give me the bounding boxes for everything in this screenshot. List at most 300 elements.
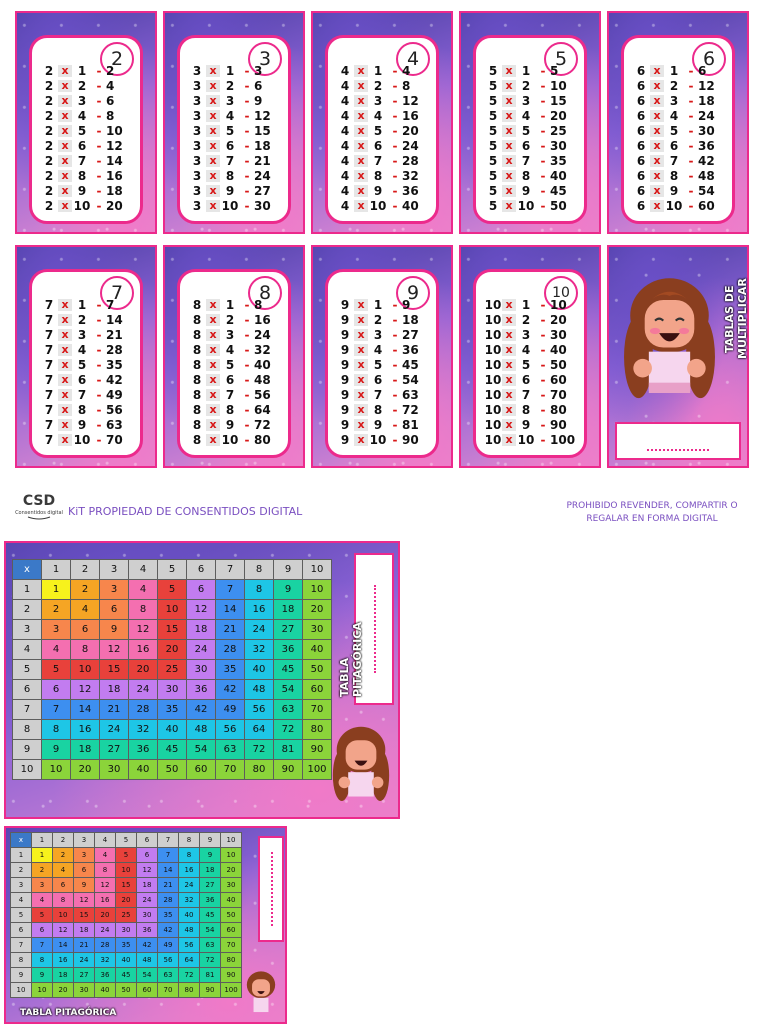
multiplier: 4 — [77, 108, 87, 123]
times-sign: x — [354, 95, 368, 107]
product-cell: 25 — [116, 908, 137, 923]
multiplier: 6 — [521, 139, 531, 154]
multiplicand: 8 — [192, 373, 202, 388]
times-rows — [478, 64, 582, 213]
product: 35 — [550, 154, 567, 169]
equals-dash: - — [244, 312, 250, 327]
times-row — [330, 94, 434, 107]
product-cell: 8 — [245, 580, 274, 600]
multiplier: 6 — [77, 373, 87, 388]
multiplicand: 5 — [488, 169, 498, 184]
times-row — [478, 170, 582, 183]
header-cell: 8 — [245, 560, 274, 580]
times-row — [34, 79, 138, 92]
multiplicand: 2 — [44, 184, 54, 199]
product-cell: 18 — [200, 863, 221, 878]
multiplier: 1 — [77, 63, 87, 78]
product-cell: 72 — [200, 953, 221, 968]
table-row — [11, 983, 242, 998]
product-cell: 28 — [129, 700, 158, 720]
product-cell: 63 — [274, 700, 303, 720]
product-cell: 21 — [216, 620, 245, 640]
times-sign: x — [58, 404, 72, 416]
product-cell: 35 — [158, 700, 187, 720]
product-cell: 18 — [53, 968, 74, 983]
product-cell: 36 — [274, 640, 303, 660]
equals-dash: - — [392, 403, 398, 418]
product-cell: 100 — [221, 983, 242, 998]
times-row — [34, 404, 138, 417]
multiplicand: 5 — [488, 154, 498, 169]
product: 90 — [402, 433, 419, 448]
product-cell: 6 — [137, 848, 158, 863]
table-row — [11, 863, 242, 878]
multiplicand: 5 — [488, 93, 498, 108]
header-cell: 9 — [274, 560, 303, 580]
times-sign: x — [58, 185, 72, 197]
times-row — [34, 140, 138, 153]
product-cell: 48 — [179, 923, 200, 938]
times-sign: x — [502, 434, 516, 446]
product-cell: 16 — [53, 953, 74, 968]
product-cell: 14 — [158, 863, 179, 878]
times-sign: x — [354, 299, 368, 311]
times-sign: x — [58, 299, 72, 311]
product-cell: 40 — [95, 983, 116, 998]
product-cell: 6 — [187, 580, 216, 600]
product-cell: 6 — [74, 863, 95, 878]
equals-dash: - — [392, 373, 398, 388]
product-cell: 40 — [116, 953, 137, 968]
row-header-cell: 10 — [13, 760, 42, 780]
name-dotted-line — [374, 585, 376, 673]
product-cell: 21 — [100, 700, 129, 720]
product-cell: 1 — [32, 848, 53, 863]
product-cell: 16 — [245, 600, 274, 620]
times-sign: x — [502, 185, 516, 197]
product-cell: 30 — [158, 680, 187, 700]
product-cell: 36 — [187, 680, 216, 700]
header-cell: 4 — [129, 560, 158, 580]
product-cell: 8 — [42, 720, 71, 740]
row-header-cell: 7 — [11, 938, 32, 953]
equals-dash: - — [688, 93, 694, 108]
table-row — [11, 878, 242, 893]
card-panel — [325, 269, 439, 458]
product-cell: 12 — [129, 620, 158, 640]
product: 8 — [402, 78, 411, 93]
multiplicand: 10 — [484, 357, 502, 372]
pitagorica-label-small: TABLA PITAGÓRICA — [20, 1008, 117, 1018]
product-cell: 36 — [129, 740, 158, 760]
product: 50 — [550, 357, 567, 372]
times-sign: x — [58, 110, 72, 122]
equals-dash: - — [540, 108, 546, 123]
row-header-cell: 8 — [11, 953, 32, 968]
product-cell: 60 — [221, 923, 242, 938]
product-cell: 6 — [42, 680, 71, 700]
product: 49 — [106, 388, 123, 403]
times-sign: x — [58, 434, 72, 446]
equals-dash: - — [540, 199, 546, 214]
product-cell: 8 — [71, 640, 100, 660]
multiplier: 8 — [77, 169, 87, 184]
product-cell: 2 — [71, 580, 100, 600]
product-cell: 42 — [187, 700, 216, 720]
product-cell: 54 — [187, 740, 216, 760]
times-sign: x — [650, 125, 664, 137]
product: 27 — [254, 184, 271, 199]
product-cell: 42 — [158, 923, 179, 938]
times-row — [34, 313, 138, 326]
multiplicand: 3 — [192, 108, 202, 123]
times-sign: x — [502, 125, 516, 137]
footer-prohibited-line2: REGALAR EN FORMA DIGITAL — [586, 514, 718, 524]
product-cell: 18 — [187, 620, 216, 640]
multiplier: 10 — [665, 199, 683, 214]
times-row — [34, 343, 138, 356]
times-sign: x — [206, 185, 220, 197]
product: 30 — [550, 327, 567, 342]
equals-dash: - — [540, 154, 546, 169]
times-sign: x — [206, 419, 220, 431]
product: 56 — [254, 388, 271, 403]
product-cell: 12 — [95, 878, 116, 893]
multiplier: 5 — [373, 357, 383, 372]
multiplicand: 9 — [340, 327, 350, 342]
multiplicand: 7 — [44, 388, 54, 403]
multiplier: 3 — [225, 93, 235, 108]
times-row — [34, 374, 138, 387]
equals-dash: - — [244, 108, 250, 123]
product-cell: 32 — [245, 640, 274, 660]
product: 5 — [550, 63, 559, 78]
name-box[interactable] — [615, 422, 741, 460]
multiplier: 2 — [373, 312, 383, 327]
name-dotted-line — [647, 449, 709, 451]
times-row — [478, 358, 582, 371]
product-cell: 16 — [179, 863, 200, 878]
multiplicand: 5 — [488, 63, 498, 78]
product-cell: 10 — [32, 983, 53, 998]
times-sign: x — [354, 65, 368, 77]
times-row — [330, 313, 434, 326]
multiplicand: 3 — [192, 123, 202, 138]
times-sign: x — [206, 200, 220, 212]
multiplier: 3 — [521, 327, 531, 342]
times-sign: x — [354, 329, 368, 341]
product-cell: 80 — [179, 983, 200, 998]
product: 6 — [106, 93, 115, 108]
multiplier: 10 — [221, 199, 239, 214]
multiplicand: 4 — [340, 139, 350, 154]
product: 16 — [254, 312, 271, 327]
multiplier: 4 — [225, 108, 235, 123]
product-cell: 90 — [221, 968, 242, 983]
product: 24 — [254, 327, 271, 342]
product: 60 — [550, 373, 567, 388]
equals-dash: - — [540, 373, 546, 388]
equals-dash: - — [392, 154, 398, 169]
times-row — [34, 358, 138, 371]
times-sign: x — [206, 95, 220, 107]
multiplicand: 5 — [488, 139, 498, 154]
times-row — [478, 185, 582, 198]
multiplier: 5 — [225, 123, 235, 138]
card-panel — [177, 35, 291, 224]
multiplier: 9 — [373, 418, 383, 433]
multiplicand: 4 — [340, 199, 350, 214]
product-cell: 80 — [221, 953, 242, 968]
product-cell: 14 — [71, 700, 100, 720]
times-row — [330, 343, 434, 356]
card-panel — [29, 269, 143, 458]
product-cell: 70 — [216, 760, 245, 780]
times-sign: x — [502, 389, 516, 401]
times-row — [182, 79, 286, 92]
times-table-card-7 — [15, 245, 157, 468]
product-cell: 54 — [137, 968, 158, 983]
times-row — [34, 328, 138, 341]
times-row — [626, 94, 730, 107]
table-row — [11, 923, 242, 938]
product-cell: 15 — [100, 660, 129, 680]
multiplier: 8 — [669, 169, 679, 184]
table-row — [13, 640, 332, 660]
multiplier: 8 — [521, 403, 531, 418]
multiplicand: 3 — [192, 199, 202, 214]
multiplier: 4 — [225, 342, 235, 357]
product-cell: 70 — [303, 700, 332, 720]
times-rows — [626, 64, 730, 213]
equals-dash: - — [96, 403, 102, 418]
multiplicand: 7 — [44, 403, 54, 418]
multiplier: 4 — [373, 108, 383, 123]
product-cell: 3 — [74, 848, 95, 863]
product-cell: 63 — [216, 740, 245, 760]
multiplier: 5 — [373, 123, 383, 138]
product-cell: 18 — [74, 923, 95, 938]
product: 15 — [254, 123, 271, 138]
product-cell: 3 — [100, 580, 129, 600]
multiplicand: 8 — [192, 357, 202, 372]
multiplicand: 10 — [484, 433, 502, 448]
equals-dash: - — [392, 312, 398, 327]
multiplier: 6 — [373, 139, 383, 154]
times-sign: x — [502, 359, 516, 371]
multiplicand: 8 — [192, 418, 202, 433]
multiplier: 3 — [521, 93, 531, 108]
product: 72 — [402, 403, 419, 418]
times-sign: x — [58, 65, 72, 77]
product: 24 — [254, 169, 271, 184]
equals-dash: - — [244, 123, 250, 138]
times-sign: x — [354, 80, 368, 92]
times-sign: x — [58, 359, 72, 371]
product-cell: 14 — [53, 938, 74, 953]
multiplicand: 9 — [340, 312, 350, 327]
header-cell: 8 — [179, 833, 200, 848]
times-sign: x — [502, 170, 516, 182]
multiplicand: 7 — [44, 327, 54, 342]
table-number-badge: 6 — [692, 42, 726, 76]
times-sign: x — [502, 140, 516, 152]
times-sign: x — [206, 80, 220, 92]
times-row — [478, 79, 582, 92]
product: 8 — [106, 108, 115, 123]
product-cell: 4 — [42, 640, 71, 660]
multiplier: 9 — [521, 184, 531, 199]
equals-dash: - — [96, 312, 102, 327]
product-cell: 2 — [42, 600, 71, 620]
product-cell: 50 — [221, 908, 242, 923]
product: 30 — [550, 139, 567, 154]
equals-dash: - — [540, 123, 546, 138]
multiplicand: 9 — [340, 297, 350, 312]
equals-dash: - — [244, 433, 250, 448]
equals-dash: - — [392, 297, 398, 312]
equals-dash: - — [244, 373, 250, 388]
row-header-cell: 8 — [13, 720, 42, 740]
multiplier: 2 — [373, 78, 383, 93]
table-row — [13, 700, 332, 720]
product: 7 — [106, 297, 115, 312]
product: 18 — [106, 184, 123, 199]
row-header-cell: 7 — [13, 700, 42, 720]
product: 21 — [254, 154, 271, 169]
times-rows — [182, 64, 286, 213]
times-row — [182, 140, 286, 153]
product: 32 — [402, 169, 419, 184]
product-cell: 12 — [137, 863, 158, 878]
product-cell: 27 — [274, 620, 303, 640]
table-number-badge: 8 — [248, 276, 282, 310]
product: 15 — [550, 93, 567, 108]
product-cell: 30 — [221, 878, 242, 893]
product-cell: 45 — [274, 660, 303, 680]
avatar-girl-laughing-icon — [238, 968, 284, 1024]
corner-cell: x — [13, 560, 42, 580]
equals-dash: - — [540, 169, 546, 184]
equals-dash: - — [96, 123, 102, 138]
times-row — [34, 64, 138, 77]
times-sign: x — [206, 155, 220, 167]
product-cell: 81 — [274, 740, 303, 760]
equals-dash: - — [392, 169, 398, 184]
pitagorica-name-box-small[interactable] — [258, 836, 284, 942]
product-cell: 90 — [200, 983, 221, 998]
row-header-cell: 9 — [13, 740, 42, 760]
times-row — [182, 64, 286, 77]
product-cell: 5 — [158, 580, 187, 600]
times-sign: x — [650, 185, 664, 197]
multiplier: 10 — [517, 433, 535, 448]
equals-dash: - — [96, 184, 102, 199]
product-cell: 45 — [158, 740, 187, 760]
product-cell: 20 — [129, 660, 158, 680]
product: 28 — [106, 342, 123, 357]
multiplier: 4 — [521, 108, 531, 123]
multiplier: 2 — [669, 78, 679, 93]
multiplicand: 10 — [484, 403, 502, 418]
multiplier: 3 — [373, 327, 383, 342]
footer-property-text: KiT PROPIEDAD DE CONSENTIDOS DIGITAL — [68, 505, 303, 518]
product-cell: 70 — [221, 938, 242, 953]
product-cell: 40 — [245, 660, 274, 680]
product-cell: 10 — [53, 908, 74, 923]
multiplier: 10 — [369, 199, 387, 214]
product: 70 — [106, 433, 123, 448]
multiplier: 4 — [77, 342, 87, 357]
product-cell: 72 — [245, 740, 274, 760]
product-cell: 5 — [32, 908, 53, 923]
times-sign: x — [206, 374, 220, 386]
times-row — [330, 328, 434, 341]
product: 12 — [106, 139, 123, 154]
product-cell: 60 — [187, 760, 216, 780]
product-cell: 30 — [74, 983, 95, 998]
times-sign: x — [206, 170, 220, 182]
equals-dash: - — [540, 388, 546, 403]
times-sign: x — [650, 80, 664, 92]
times-sign: x — [650, 200, 664, 212]
product-cell: 56 — [158, 953, 179, 968]
multiplicand: 2 — [44, 123, 54, 138]
product-cell: 48 — [245, 680, 274, 700]
header-cell: 6 — [137, 833, 158, 848]
product-cell: 21 — [158, 878, 179, 893]
product-cell: 49 — [158, 938, 179, 953]
product-cell: 40 — [158, 720, 187, 740]
times-sign: x — [354, 125, 368, 137]
multiplicand: 2 — [44, 78, 54, 93]
row-header-cell: 5 — [11, 908, 32, 923]
row-header-cell: 10 — [11, 983, 32, 998]
equals-dash: - — [96, 169, 102, 184]
row-header-cell: 1 — [11, 848, 32, 863]
product-cell: 24 — [137, 893, 158, 908]
times-sign: x — [502, 374, 516, 386]
header-cell: 2 — [71, 560, 100, 580]
row-header-cell: 2 — [11, 863, 32, 878]
multiplicand: 7 — [44, 357, 54, 372]
multiplier: 3 — [77, 327, 87, 342]
times-sign: x — [650, 140, 664, 152]
multiplier: 9 — [225, 418, 235, 433]
multiplier: 6 — [521, 373, 531, 388]
product: 40 — [402, 199, 419, 214]
product-cell: 27 — [100, 740, 129, 760]
times-table-card-9 — [311, 245, 453, 468]
product: 10 — [106, 123, 123, 138]
equals-dash: - — [540, 418, 546, 433]
multiplicand: 6 — [636, 78, 646, 93]
row-header-cell: 5 — [13, 660, 42, 680]
product-cell: 20 — [116, 893, 137, 908]
multiplicand: 3 — [192, 63, 202, 78]
product: 12 — [698, 78, 715, 93]
avatar-girl-laughing-icon — [617, 269, 722, 424]
equals-dash: - — [96, 297, 102, 312]
multiplier: 1 — [373, 297, 383, 312]
times-sign: x — [206, 389, 220, 401]
product-cell: 24 — [100, 720, 129, 740]
table-number-badge: 9 — [396, 276, 430, 310]
equals-dash: - — [244, 357, 250, 372]
product: 72 — [254, 418, 271, 433]
multiplier: 4 — [373, 342, 383, 357]
product: 45 — [550, 184, 567, 199]
